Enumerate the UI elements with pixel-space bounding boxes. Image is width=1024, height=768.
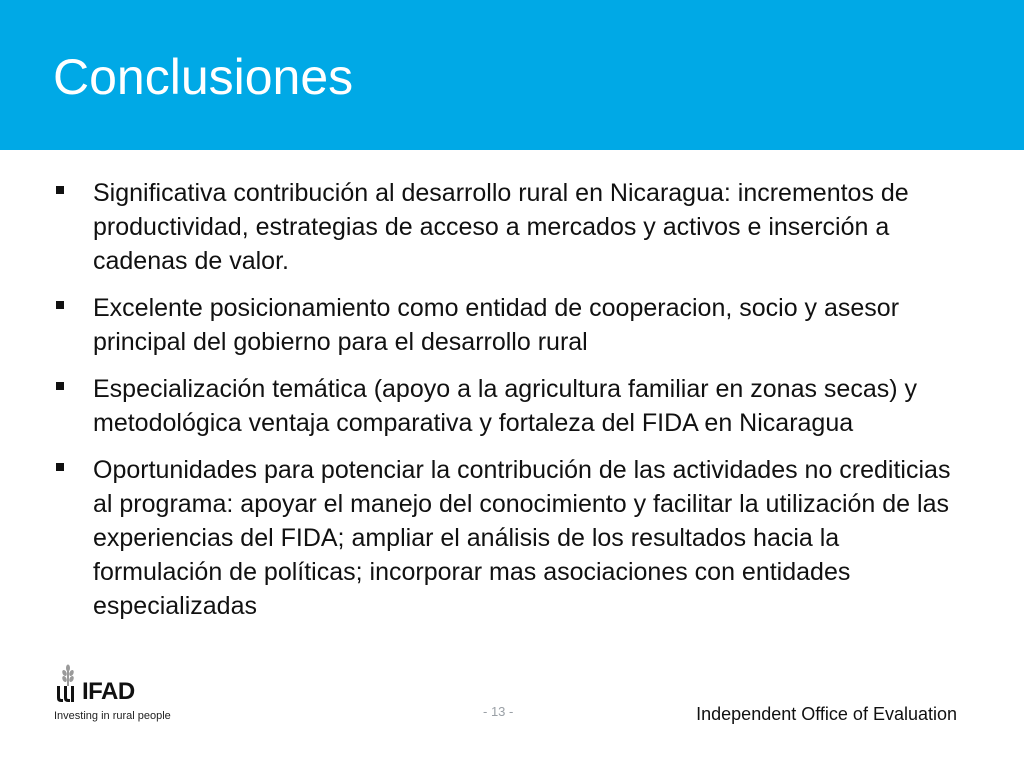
bullet-text: Excelente posicionamiento como entidad de cooperacion, socio y asesor principal del gobierno para el desarrollo rural — [93, 294, 900, 356]
wheat-icon — [54, 664, 82, 704]
bullet-item — [56, 176, 966, 278]
bullet-text: Significativa contribución al desarrollo rural en Nicaragua: incrementos de productividad, estrategias de acceso a mercados y activos e inserción a cadenas de valor. — [93, 179, 909, 275]
title-banner — [0, 0, 1024, 150]
square-bullet-icon — [56, 382, 64, 390]
square-bullet-icon — [56, 463, 64, 471]
bullet-text: Oportunidades para potenciar la contribución de las actividades no crediticias al programa: apoyar el manejo del conocimiento y facilitar la utilización de las experiencias del FIDA; ampliar el análisis de los resultados hacia la formulación de políticas; incorporar mas asociaciones con entidades especializadas — [93, 456, 951, 620]
page-number: - 13 - — [483, 704, 514, 719]
bullet-item — [56, 372, 966, 440]
square-bullet-icon — [56, 186, 64, 194]
bullet-list — [56, 176, 966, 636]
slide-title: Conclusiones — [53, 49, 354, 105]
bullet-item — [56, 291, 966, 359]
logo-wordmark: IFAD — [82, 678, 135, 705]
office-name: Independent Office of Evaluation — [696, 704, 957, 724]
bullet-text: Especialización temática (apoyo a la agricultura familiar en zonas secas) y metodológica ventaja comparativa y fortaleza del FIDA en Nicaragua — [93, 375, 917, 437]
bullet-item — [56, 453, 966, 623]
square-bullet-icon — [56, 301, 64, 309]
ifad-logo — [54, 664, 194, 734]
logo-tagline: Investing in rural people — [54, 710, 171, 722]
